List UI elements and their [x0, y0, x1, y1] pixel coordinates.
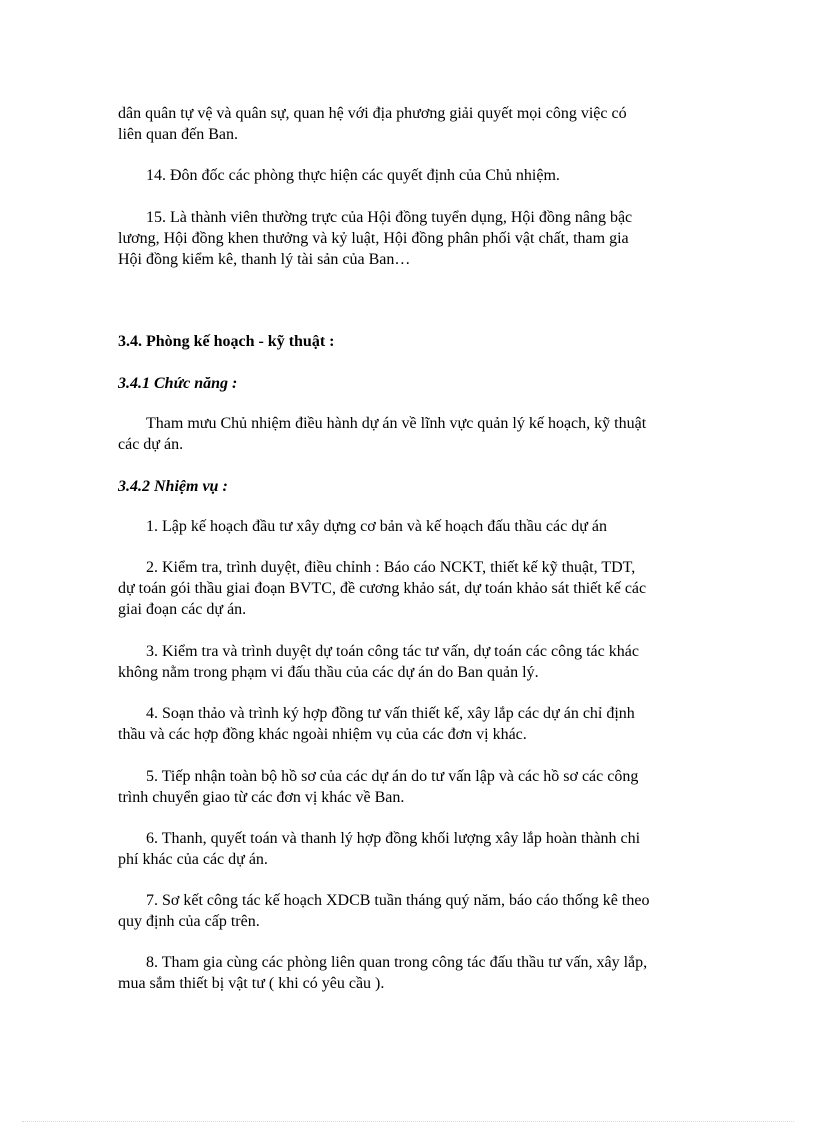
page-bottom-divider — [22, 1121, 794, 1122]
text-line: quy định của cấp trên. — [118, 913, 260, 930]
item-14-paragraph — [118, 165, 698, 186]
function-text — [118, 413, 698, 455]
text-line: giai đoạn các dự án. — [118, 601, 247, 618]
text-line: Tham mưu Chủ nhiệm điều hành dự án về lĩnh vực quản lý kế hoạch, kỹ thuật — [146, 415, 647, 432]
duty-item-1 — [118, 516, 698, 537]
duties-heading: 3.4.2 Nhiệm vụ : — [118, 478, 228, 495]
section-3-4-title: 3.4. Phòng kế hoạch - kỹ thuật : — [118, 333, 335, 350]
text-line: 5. Tiếp nhận toàn bộ hồ sơ của các dự án do tư vấn lập và các hồ sơ các công — [146, 768, 639, 785]
text-line: lương, Hội đồng khen thưởng và kỷ luật, Hội đồng phân phối vật chất, tham gia — [118, 230, 629, 247]
duty-item-4 — [118, 703, 698, 745]
function-heading: 3.4.1 Chức năng : — [118, 375, 238, 392]
text-line: 6. Thanh, quyết toán và thanh lý hợp đồng khối lượng xây lắp hoàn thành chi — [146, 830, 641, 847]
duty-item-3 — [118, 641, 698, 683]
intro-paragraph — [118, 103, 698, 145]
text-line: phí khác của các dự án. — [118, 851, 268, 868]
text-line: dân quân tự vệ và quân sự, quan hệ với địa phương giải quyết mọi công việc có — [118, 105, 627, 122]
text-line: 8. Tham gia cùng các phòng liên quan trong công tác đấu thầu tư vấn, xây lắp, — [146, 954, 648, 971]
duty-item-8 — [118, 952, 698, 994]
text-line: không nằm trong phạm vi đấu thầu của các dự án do Ban quản lý. — [118, 664, 539, 681]
duty-item-2 — [118, 557, 698, 620]
text-line: thầu và các hợp đồng khác ngoài nhiệm vụ của các đơn vị khác. — [118, 726, 527, 743]
text-line: 2. Kiểm tra, trình duyệt, điều chỉnh : Báo cáo NCKT, thiết kế kỹ thuật, TDT, — [146, 559, 636, 576]
text-line: 1. Lập kế hoạch đầu tư xây dựng cơ bản và kế hoạch đấu thầu các dự án — [146, 518, 607, 535]
text-line: 14. Đôn đốc các phòng thực hiện các quyết định của Chủ nhiệm. — [146, 167, 560, 184]
text-line: trình chuyển giao từ các đơn vị khác về Ban. — [118, 789, 405, 806]
text-line: 4. Soạn thảo và trình ký hợp đồng tư vấn thiết kế, xây lắp các dự án chỉ định — [146, 705, 635, 722]
text-line: 15. Là thành viên thường trực của Hội đồng tuyển dụng, Hội đồng nâng bậc — [146, 209, 633, 226]
item-15-paragraph — [118, 207, 698, 270]
text-line: dự toán gói thầu giai đoạn BVTC, đề cương khảo sát, dự toán khảo sát thiết kế các — [118, 580, 647, 597]
duty-item-7 — [118, 890, 698, 932]
text-line: 7. Sơ kết công tác kế hoạch XDCB tuần tháng quý năm, báo cáo thống kê theo — [146, 892, 650, 909]
duty-item-6 — [118, 828, 698, 870]
text-line: mua sắm thiết bị vật tư ( khi có yêu cầu ). — [118, 975, 385, 992]
text-line: liên quan đến Ban. — [118, 126, 238, 143]
duty-item-5 — [118, 766, 698, 808]
text-line: 3. Kiểm tra và trình duyệt dự toán công tác tư vấn, dự toán các công tác khác — [146, 643, 639, 660]
text-line: Hội đồng kiểm kê, thanh lý tài sản của Ban… — [118, 251, 411, 268]
text-line: các dự án. — [118, 436, 184, 453]
